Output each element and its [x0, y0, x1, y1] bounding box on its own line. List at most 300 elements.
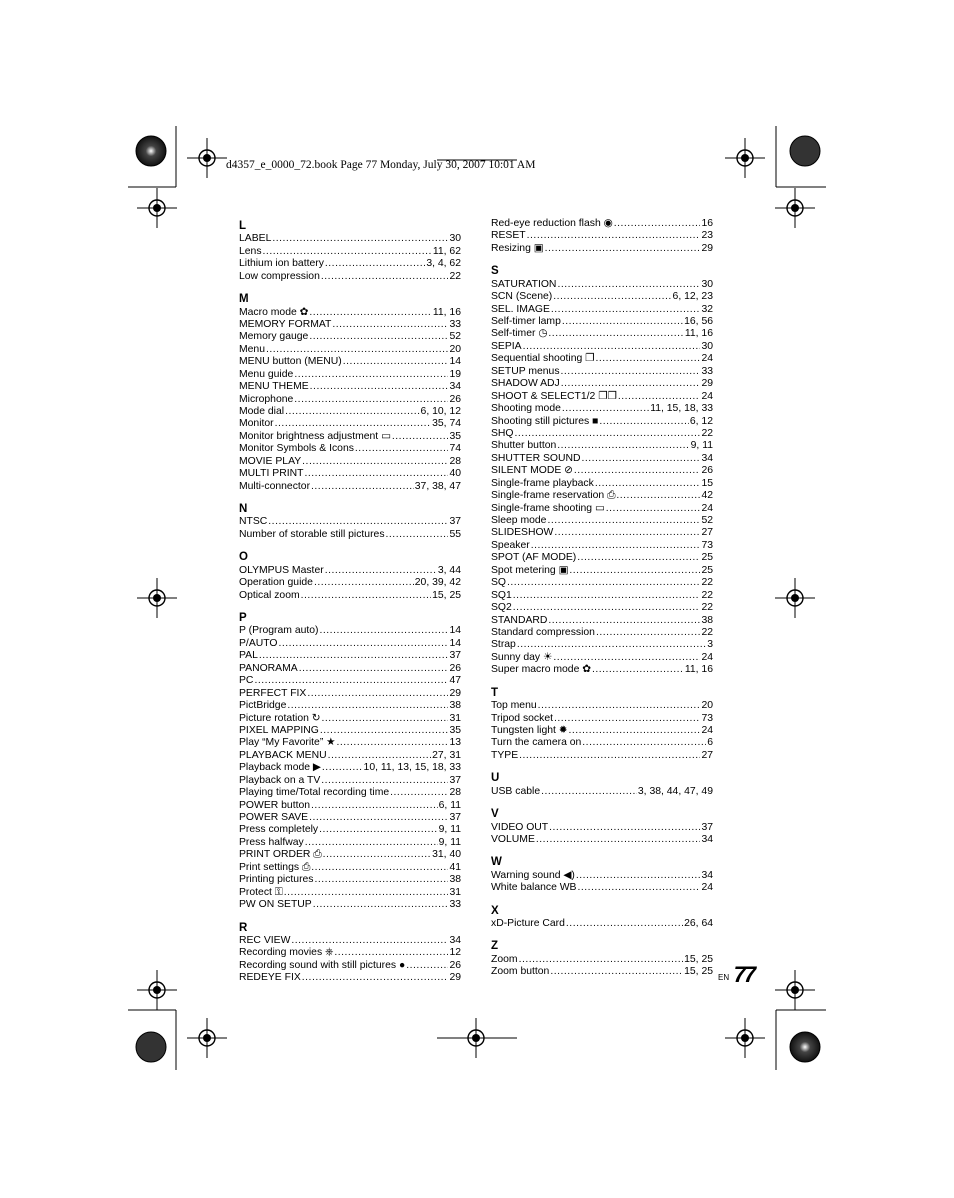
index-entry [491, 428, 713, 440]
leader-dots [596, 627, 700, 639]
index-entry [491, 664, 713, 676]
index-entry [491, 540, 713, 552]
index-entry [491, 440, 713, 452]
index-term: Multi-connector [239, 480, 311, 492]
index-entry [491, 304, 713, 316]
page-references: 11, 16 [684, 664, 713, 676]
index-term: Sunny day ☀ [491, 651, 553, 663]
index-entry [491, 316, 713, 328]
page-references: 37 [449, 774, 461, 786]
page-references: 52 [449, 331, 461, 343]
page-references: 30 [701, 340, 713, 352]
index-term: Protect ⚿ [239, 886, 283, 898]
leader-dots [527, 230, 701, 242]
page-references: 22 [701, 602, 713, 614]
index-entry [239, 456, 461, 468]
page-references: 9, 11 [438, 824, 461, 836]
section-letter: X [491, 904, 499, 917]
index-term: MEMORY FORMAT [239, 318, 332, 330]
leader-dots [322, 762, 363, 774]
leader-dots [294, 369, 448, 381]
index-entry [239, 394, 461, 406]
section-letter: W [491, 856, 502, 869]
index-term: Monitor Symbols & Icons [239, 443, 354, 455]
section-letter: V [491, 808, 499, 821]
index-entry [239, 800, 461, 812]
index-entry [491, 602, 713, 614]
leader-dots [581, 453, 700, 465]
index-term: SEL. IMAGE [491, 303, 550, 315]
leader-dots [275, 418, 431, 430]
page-references: 24 [701, 353, 713, 365]
page-references: 40 [449, 468, 461, 480]
page-references: 55 [449, 528, 461, 540]
index-term: P/AUTO [239, 637, 278, 649]
section-letter: U [491, 772, 500, 785]
page-references: 24 [701, 651, 713, 663]
leader-dots [392, 431, 449, 443]
index-entry [239, 874, 461, 886]
index-entry [239, 625, 461, 637]
index-term: Low compression [239, 270, 320, 282]
index-section [491, 677, 713, 763]
page-references: 6, 12 [689, 415, 713, 427]
section-letter: S [491, 265, 499, 278]
index-entry [239, 725, 461, 737]
leader-dots [310, 381, 449, 393]
index-column-right [491, 218, 713, 979]
index-term: Menu guide [239, 368, 294, 380]
index-entry [491, 453, 713, 465]
index-entry [239, 246, 461, 258]
index-section [491, 846, 713, 894]
index-entry [239, 418, 461, 430]
index-entry [491, 366, 713, 378]
index-term: SPOT (AF MODE) [491, 552, 577, 564]
page-references: 14 [449, 356, 461, 368]
index-entry [239, 688, 461, 700]
leader-dots [507, 577, 700, 589]
index-entry [239, 899, 461, 911]
index-term: Self-timer lamp [491, 316, 561, 328]
index-entry [491, 954, 713, 966]
index-term: Zoom [491, 953, 518, 965]
index-term: Recording movies ⎈ [239, 947, 334, 959]
leader-dots [386, 529, 449, 541]
leader-dots [302, 456, 448, 468]
index-entry [239, 271, 461, 283]
page-references: 34 [449, 381, 461, 393]
section-gap [239, 912, 461, 920]
leader-dots [279, 638, 449, 650]
page-references: 26, 64 [684, 918, 713, 930]
index-term: SHOOT & SELECT1/2 ❐❐ [491, 390, 617, 402]
page-references: 9, 11 [438, 836, 461, 848]
section-letter: T [491, 686, 499, 699]
page-references: 29 [449, 687, 461, 699]
page-number-value: 77 [733, 962, 755, 987]
index-section [491, 930, 713, 978]
leader-dots [545, 243, 701, 255]
section-gap [491, 930, 713, 938]
section-letter: L [239, 220, 247, 232]
index-entry [239, 233, 461, 245]
leader-dots [592, 664, 684, 676]
index-entry [491, 403, 713, 415]
index-section [491, 255, 713, 676]
leader-dots [561, 378, 701, 390]
page-references: 31 [449, 712, 461, 724]
page-references: 32 [701, 303, 713, 315]
index-term: TYPE [491, 749, 519, 761]
page-references: 22 [449, 270, 461, 282]
leader-dots [523, 341, 701, 353]
index-term: Resizing ▣ [491, 242, 544, 254]
rosette-bottom-right [790, 1032, 820, 1062]
section-gap [491, 762, 713, 770]
page-references: 37 [449, 650, 461, 662]
index-term: Single-frame playback [491, 477, 594, 489]
index-entry [491, 353, 713, 365]
index-entry [239, 381, 461, 393]
page-references: 27 [701, 749, 713, 761]
index-term: VOLUME [491, 833, 535, 845]
leader-dots [291, 935, 448, 947]
page-references: 38 [449, 874, 461, 886]
index-entry [239, 638, 461, 650]
index-entry [239, 837, 461, 849]
index-entry [491, 416, 713, 428]
page-references: 16 [701, 218, 713, 229]
page-references: 73 [701, 539, 713, 551]
page-references: 47 [449, 675, 461, 687]
index-term: PLAYBACK MENU [239, 749, 327, 761]
page-references: 25 [701, 552, 713, 564]
page-references: 22 [701, 626, 713, 638]
page-references: 27, 31 [432, 749, 461, 761]
leader-dots [550, 966, 683, 978]
section-gap [239, 602, 461, 610]
leader-dots [599, 416, 689, 428]
page-references: 27 [701, 527, 713, 539]
leader-dots [263, 246, 432, 258]
index-term: Picture rotation ↻ [239, 712, 321, 724]
index-entry [491, 870, 713, 882]
index-term: PictBridge [239, 700, 287, 712]
page-references: 41 [449, 861, 461, 873]
index-entry [491, 515, 713, 527]
index-section [239, 283, 461, 493]
index-entry [491, 328, 713, 340]
index-entry [491, 552, 713, 564]
rosette-top-left [136, 136, 166, 166]
index-term: SILENT MODE ⊘ [491, 465, 573, 477]
leader-dots [254, 675, 448, 687]
index-term: Shooting still pictures ■ [491, 415, 599, 427]
index-entry [491, 230, 713, 242]
page-references: 3, 44 [437, 564, 461, 576]
rosette-top-right [790, 136, 820, 166]
leader-dots [325, 565, 437, 577]
leader-dots [576, 870, 701, 882]
leader-dots [548, 328, 683, 340]
leader-dots [515, 428, 701, 440]
leader-dots [266, 344, 448, 356]
index-entry [239, 787, 461, 799]
leader-dots [321, 271, 449, 283]
index-term: Standard compression [491, 626, 595, 638]
index-term: SCN (Scene) [491, 291, 553, 303]
index-term: Monitor [239, 418, 274, 430]
index-entry [491, 918, 713, 930]
index-entry [239, 675, 461, 687]
leader-dots [547, 515, 700, 527]
index-term: Macro mode ✿ [239, 306, 309, 318]
index-entry [239, 307, 461, 319]
index-entry [239, 750, 461, 762]
leader-dots [513, 602, 701, 614]
language-code: EN [718, 973, 730, 982]
page-references: 26 [701, 465, 713, 477]
page-references: 35 [449, 430, 461, 442]
index-entry [491, 713, 713, 725]
leader-dots [548, 615, 700, 627]
leader-dots [284, 887, 449, 899]
leader-dots [582, 737, 706, 749]
index-term: Number of storable still pictures [239, 528, 385, 540]
section-gap [239, 283, 461, 291]
index-entry [239, 443, 461, 455]
page-references: 22 [701, 427, 713, 439]
page-references: 24 [701, 502, 713, 514]
index-entry [491, 341, 713, 353]
leader-dots [321, 775, 448, 787]
page-references: 34 [701, 833, 713, 845]
index-term: NTSC [239, 516, 268, 528]
index-term: SQ [491, 577, 507, 589]
index-section [491, 218, 713, 255]
index-entry [491, 378, 713, 390]
index-term: Microphone [239, 393, 294, 405]
index-term: Self-timer ◷ [491, 328, 548, 340]
index-term: LABEL [239, 233, 272, 245]
section-gap [491, 846, 713, 854]
index-entry [239, 849, 461, 861]
leader-dots [519, 954, 684, 966]
page-references: 14 [449, 637, 461, 649]
index-section [491, 762, 713, 798]
index-entry [239, 737, 461, 749]
index-term: Memory gauge [239, 331, 309, 343]
page-references: 20, 39, 42 [414, 577, 461, 589]
leader-dots [294, 394, 448, 406]
index-entry [239, 960, 461, 972]
index-term: OLYMPUS Master [239, 564, 324, 576]
leader-dots [551, 304, 701, 316]
page-references: 13 [449, 737, 461, 749]
section-letter: O [239, 551, 248, 564]
page-references: 11, 62 [432, 245, 461, 257]
index-term: PC [239, 675, 254, 687]
index-term: Mode dial [239, 406, 285, 418]
leader-dots [553, 291, 671, 303]
page-references: 42 [701, 490, 713, 502]
index-term: Red-eye reduction flash ◉ [491, 218, 613, 229]
index-term: Tripod socket [491, 712, 553, 724]
leader-dots [519, 750, 700, 762]
index-term: Turn the camera on [491, 737, 582, 749]
leader-dots [304, 468, 448, 480]
index-term: USB cable [491, 785, 541, 797]
leader-dots [557, 279, 700, 291]
leader-dots [538, 700, 701, 712]
leader-dots [553, 652, 700, 664]
leader-dots [568, 725, 700, 737]
page-references: 15, 25 [684, 966, 713, 978]
leader-dots [531, 540, 701, 552]
index-entry [491, 966, 713, 978]
page-references: 24 [701, 724, 713, 736]
section-gap [239, 493, 461, 501]
leader-dots [319, 824, 438, 836]
page-references: 6 [707, 737, 713, 749]
leader-dots [285, 406, 419, 418]
leader-dots [569, 565, 700, 577]
leader-dots [541, 786, 637, 798]
index-entry [491, 652, 713, 664]
index-term: Recording sound with still pictures ● [239, 959, 406, 971]
index-term: POWER SAVE [239, 812, 309, 824]
index-entry [491, 737, 713, 749]
page-references: 37 [449, 516, 461, 528]
page-header: d4357_e_0000_72.book Page 77 Monday, July 30, 2007 10:01 AM [226, 159, 536, 171]
index-term: Monitor brightness adjustment ▭ [239, 430, 391, 442]
index-section [239, 218, 461, 283]
leader-dots [287, 700, 448, 712]
index-entry [491, 639, 713, 651]
leader-dots [321, 713, 448, 725]
index-entry [491, 786, 713, 798]
index-term: Shooting mode [491, 403, 561, 415]
index-entry [239, 935, 461, 947]
index-entry [239, 824, 461, 836]
index-term: Play “My Favorite” ★ [239, 737, 336, 749]
index-entry [491, 243, 713, 255]
index-entry [239, 887, 461, 899]
index-term: Zoom button [491, 966, 550, 978]
leader-dots [332, 319, 448, 331]
index-term: POWER button [239, 799, 311, 811]
index-term: Super macro mode ✿ [491, 664, 591, 676]
index-term: White balance WB [491, 882, 577, 894]
index-entry [239, 481, 461, 493]
index-term: Tungsten light ✹ [491, 724, 568, 736]
page-references: 6, 11 [438, 799, 461, 811]
index-entry [239, 344, 461, 356]
leader-dots [616, 490, 700, 502]
index-entry [239, 713, 461, 725]
index-entry [239, 590, 461, 602]
index-term: Spot metering ▣ [491, 564, 569, 576]
page-references: 30 [449, 233, 461, 245]
index-entry [239, 369, 461, 381]
index-section [491, 895, 713, 931]
index-term: Speaker [491, 539, 530, 551]
page-references: 74 [449, 443, 461, 455]
index-term: Sleep mode [491, 515, 547, 527]
leader-dots [595, 353, 700, 365]
leader-dots [577, 882, 700, 894]
index-entry [239, 762, 461, 774]
index-entry [239, 431, 461, 443]
page-references: 15, 25 [684, 953, 713, 965]
index-entry [491, 465, 713, 477]
index-term: Single-frame reservation ⎙ [491, 490, 616, 502]
index-entry [239, 577, 461, 589]
index-column-left [239, 218, 461, 985]
section-gap [491, 798, 713, 806]
leader-dots [311, 481, 414, 493]
page-references: 34 [449, 934, 461, 946]
index-entry [491, 725, 713, 737]
page-references: 52 [701, 515, 713, 527]
leader-dots [301, 590, 431, 602]
index-entry [491, 590, 713, 602]
index-term: REC VIEW [239, 934, 291, 946]
index-entry [491, 478, 713, 490]
page-references: 12 [449, 947, 461, 959]
page-references: 20 [701, 700, 713, 712]
leader-dots [302, 972, 449, 984]
page-references: 22 [701, 589, 713, 601]
index-term: Operation guide [239, 577, 313, 589]
page-references: 73 [701, 712, 713, 724]
page-references: 31, 40 [432, 849, 461, 861]
leader-dots [309, 812, 448, 824]
leader-dots [272, 233, 448, 245]
index-term: Press completely [239, 824, 319, 836]
section-letter: P [239, 612, 247, 625]
rosette-bottom-left [136, 1032, 166, 1062]
section-gap [491, 895, 713, 903]
index-entry [491, 503, 713, 515]
leader-dots [259, 650, 449, 662]
page-references: 16, 56 [684, 316, 713, 328]
index-term: SETUP menus [491, 365, 560, 377]
page-references: 11, 15, 18, 33 [650, 403, 713, 415]
index-entry [239, 331, 461, 343]
index-entry [239, 947, 461, 959]
leader-dots [517, 639, 706, 651]
section-letter: R [239, 921, 248, 934]
leader-dots [595, 478, 701, 490]
leader-dots [334, 947, 448, 959]
index-entry [491, 527, 713, 539]
page-references: 26 [449, 959, 461, 971]
leader-dots [309, 331, 448, 343]
index-entry [239, 812, 461, 824]
leader-dots [557, 440, 689, 452]
index-entry [491, 490, 713, 502]
index-term: STANDARD [491, 614, 548, 626]
leader-dots [315, 874, 449, 886]
index-term: PW ON SETUP [239, 899, 312, 911]
index-term: Single-frame shooting ▭ [491, 502, 605, 514]
leader-dots [513, 590, 701, 602]
leader-dots [355, 443, 449, 455]
leader-dots [268, 516, 448, 528]
page-references: 10, 11, 13, 15, 18, 33 [363, 762, 461, 774]
